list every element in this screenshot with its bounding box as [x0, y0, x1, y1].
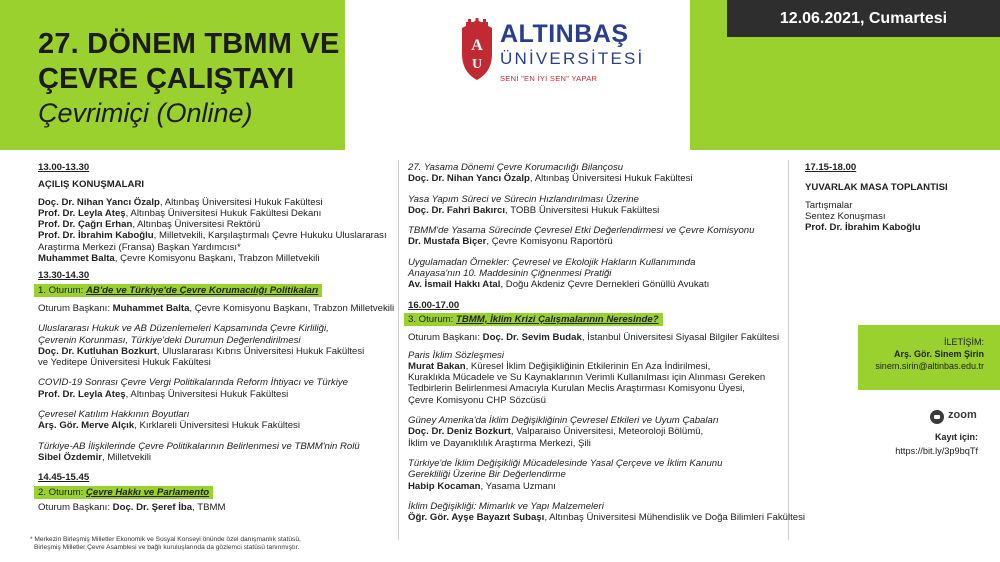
contact-email[interactable]: sinem.sirin@altinbas.edu.tr	[875, 361, 984, 371]
talk-title: 27. Yasama Dönemi Çevre Korumacılığı Bilançosu	[408, 162, 624, 173]
talk-title: Yasa Yapım Süreci ve Sürecin Hızlandırılması Üzerine	[408, 193, 639, 205]
contact-label: İLETİŞİM:	[943, 337, 984, 347]
talk-title: Güney Amerika'da İklim Değişikliğinin Çevresel Etkileri ve Uyum Çabaları	[408, 415, 719, 427]
column-divider	[398, 160, 399, 540]
talk-title: İklim Değişikliği: Mimarlık ve Yapı Malzemeleri	[408, 500, 604, 512]
footnote	[30, 536, 301, 552]
speaker-line: Dr. Mustafa Biçer, Çevre Komisyonu Raportörü	[408, 236, 613, 248]
talk-title: Anayasa'nın 10. Maddesinin Çiğnenmesi Pratiği	[408, 268, 612, 280]
session-chair: Oturum Başkanı: Doç. Dr. Şeref İba, TBMM	[38, 501, 226, 513]
title-banner	[0, 0, 345, 150]
footnote-line: Birleşmiş Milletler Çevre Asamblesi ve bağlı kuruluşlarında da gözlemci statüsü tanınmıştır.	[34, 544, 300, 551]
time-slot: 17.15-18.00	[805, 162, 857, 173]
talk-title: COVID-19 Sonrası Çevre Vergi Politikalarında Reform İhtiyacı ve Türkiye	[38, 377, 348, 389]
event-date: 12.06.2021, Cumartesi	[727, 0, 1000, 37]
agenda-item: Sentez Konuşması	[805, 210, 886, 222]
contact-box	[858, 325, 1000, 390]
program-column-3	[805, 162, 948, 233]
contact-name: Arş. Gör. Sinem Şirin	[893, 349, 984, 359]
agenda-item: Tartışmalar	[805, 199, 853, 211]
speaker-line: Prof. Dr. Çağrı Erhan, Altınbaş Üniversitesi Rektörü	[38, 219, 261, 231]
speaker-line: Doç. Dr. Nihan Yancı Özalp, Altınbaş Üniversitesi Hukuk Fakültesi	[408, 173, 693, 185]
logo-slogan: SENİ "EN İYİ SEN" YAPAR	[500, 74, 598, 83]
talk-title: TBMM'de Yasama Sürecinde Çevresel Etki Değerlendirmesi ve Çevre Komisyonu	[408, 225, 755, 237]
time-slot: 13.30-14.30	[38, 270, 90, 282]
zoom-brand: zoom	[948, 409, 977, 421]
speaker-line: Muhammet Balta, Çevre Komisyonu Başkanı, Trabzon Milletvekili	[38, 253, 320, 265]
speaker-line: Murat Bakan, Küresel İklim Değişikliğinin Etkilerinin En Aza İndirilmesi,	[408, 360, 711, 372]
shield-emblem-icon	[458, 18, 496, 82]
session-chair: Oturum Başkanı: Muhammet Balta, Çevre Komisyonu Başkanı, Trabzon Milletvekili	[38, 302, 395, 314]
logo-name-line2: ÜNİVERSİTESİ	[500, 49, 645, 68]
speaker-line: Prof. Dr. Leyla Ateş, Altınbaş Üniversitesi Hukuk Fakültesi Dekanı	[38, 207, 322, 219]
speaker-line: Araştırma Merkezi (Fransa) Başkan Yardımcısı*	[38, 241, 241, 253]
register-link[interactable]: https://bit.ly/3p9bqTf	[895, 446, 978, 456]
program-column-2	[408, 162, 805, 523]
speaker-line: Çevre Komisyonu CHP Sözcüsü	[408, 394, 546, 406]
register-label: Kayıt için:	[934, 432, 978, 442]
footnote-line: * Merkezin Birleşmiş Milletler Ekonomik ve Sosyal Konseyi önünde özel danışmanlık statüsü,	[30, 536, 301, 543]
time-slot: 13.00-13.30	[38, 162, 90, 173]
session-title: 1. Oturum: AB'de ve Türkiye'de Çevre Korumacılığı Politikaları	[38, 284, 394, 297]
session-chair: Oturum Başkanı: Doç. Dr. Sevim Budak, İstanbul Üniversitesi Siyasal Bilgiler Fakültesi	[408, 332, 780, 344]
talk-title: Çevrenin Korunması, Türkiye'deki Durumun Değerlendirilmesi	[38, 334, 301, 346]
time-slot: 16.00-17.00	[408, 299, 460, 311]
speaker-line: Tedbirlerin Belirlenmesi Amacıyla Kurulan Meclis Araştırması Komisyonu Üyesi,	[408, 383, 745, 395]
talk-title: Gerekliliği Üzerine Bir Değerlendirme	[408, 469, 566, 481]
speaker-line: Prof. Dr. İbrahim Kaboğlu	[805, 222, 921, 234]
speaker-line: Kuraklıkla Mücadele ve Su Kaynaklarının Verimli Kullanılması için Alınması Gereken	[408, 372, 766, 384]
speaker-line: Sibel Özdemir, Milletvekili	[38, 451, 152, 463]
talk-title: Paris İklim Sözleşmesi	[408, 349, 504, 361]
speaker-line: Öğr. Gör. Ayşe Bayazıt Subaşı, Altınbaş Üniversitesi Mühendislik ve Doğa Bilimleri Fakültesi	[408, 512, 806, 524]
talk-title: Uluslararası Hukuk ve AB Düzenlemeleri Kapsamında Çevre Kirliliği,	[38, 323, 329, 335]
speaker-line: Doç. Dr. Kutluhan Bozkurt, Uluslararası Kıbrıs Üniversitesi Hukuk Fakültesi	[38, 345, 365, 357]
session-title: 2. Oturum: Çevre Hakkı ve Parlamento	[38, 486, 394, 499]
speaker-line: Arş. Gör. Merve Alçık, Kırklareli Üniversitesi Hukuk Fakültesi	[38, 420, 300, 432]
program-column-1	[38, 162, 394, 513]
zoom-icon	[930, 410, 944, 424]
university-logo	[458, 12, 658, 92]
talk-title: Türkiye-AB İlişkilerinde Çevre Politikalarının Belirlenmesi ve TBMM'nin Rolü	[38, 440, 360, 452]
section-heading: AÇILIŞ KONUŞMALARI	[38, 179, 145, 191]
speaker-line: Av. İsmail Hakkı Atal, Doğu Akdeniz Çevre Dernekleri Gönüllü Avukatı	[408, 279, 710, 291]
page-subtitle: Çevrimiçi (Online)	[38, 98, 253, 128]
talk-title: Uygulamadan Örnekler: Çevresel ve Ekolojik Hakların Kullanımında	[408, 256, 696, 268]
section-heading: YUVARLAK MASA TOPLANTISI	[805, 182, 948, 194]
talk-title: Türkiye'de İklim Değişikliği Mücadelesinde Yasal Çerçeve ve İklim Kanunu	[408, 457, 723, 469]
emblem-letter-a: A	[471, 37, 483, 54]
speaker-line: ve Yeditepe Üniversitesi Hukuk Fakültesi	[38, 357, 211, 369]
speaker-line: Prof. Dr. Leyla Ateş, Altınbaş Üniversitesi Hukuk Fakültesi	[38, 388, 289, 400]
speaker-line: Doç. Dr. Nihan Yancı Özalp, Altınbaş Üniversitesi Hukuk Fakültesi	[38, 196, 323, 208]
talk-title: Çevresel Katılım Hakkının Boyutları	[38, 409, 190, 421]
page-title-line2: ÇEVRE ÇALIŞTAYI	[38, 63, 295, 95]
speaker-line: Prof. Dr. İbrahim Kaboğlu, Milletvekili, Karşılaştırmalı Çevre Hukuku Uluslararası	[38, 230, 387, 242]
emblem-letter-u: U	[471, 57, 483, 72]
session-title: 3. Oturum: TBMM, İklim Krizi Çalışmalarının Neresinde?	[408, 313, 805, 326]
speaker-line: Doç. Dr. Deniz Bozkurt, Valparaiso Üniversitesi, Meteoroloji Bölümü,	[408, 426, 704, 438]
time-slot: 14.45-15.45	[38, 472, 90, 484]
page-title-line1: 27. DÖNEM TBMM VE	[38, 28, 340, 60]
speaker-line: Doç. Dr. Fahri Bakırcı, TOBB Üniversitesi Hukuk Fakültesi	[408, 204, 660, 216]
logo-name-line1: ALTINBAŞ	[500, 20, 629, 48]
speaker-line: İklim ve Dayanıklılık Araştırma Merkezi, Şili	[408, 437, 591, 449]
speaker-line: Habip Kocaman, Yasama Uzmanı	[408, 480, 556, 492]
